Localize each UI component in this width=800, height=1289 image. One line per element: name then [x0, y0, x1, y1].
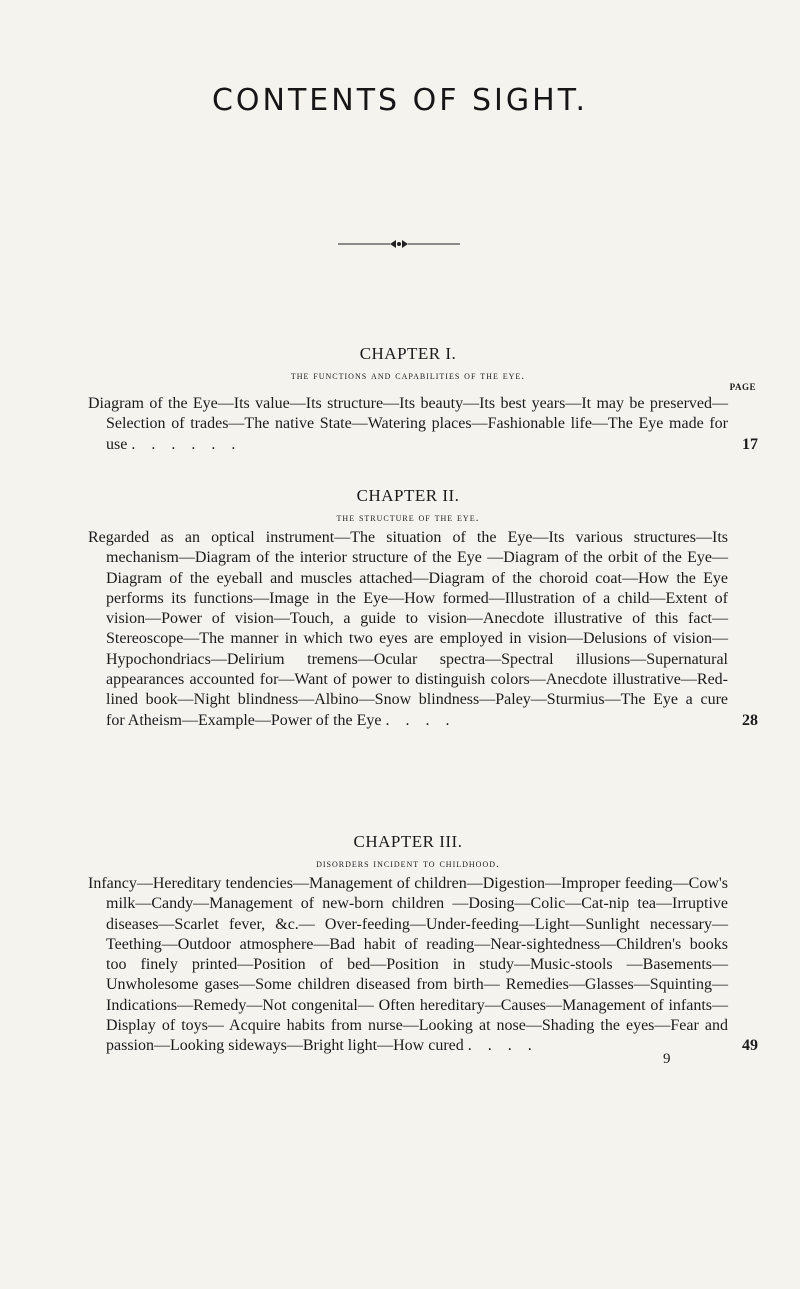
chapter-subheading: the functions and capabilities of the eye.	[290, 370, 526, 382]
chapter-subheading: disorders incident to childhood.	[316, 858, 500, 870]
chapter-summary-text: Diagram of the Eye—Its value—Its structure—Its beauty—Its best years—It may be preserved—Selection of trades—The native State—Watering places—Fashionable life—The Eye made for use	[88, 395, 728, 453]
chapter-summary	[88, 394, 758, 455]
ornament-divider	[338, 238, 460, 250]
dot-leader: . . . .	[385, 711, 456, 729]
chapter-summary	[88, 874, 758, 1057]
chapter-heading: CHAPTER II.	[356, 486, 460, 505]
page-number: 28	[742, 711, 758, 729]
folio-number: 9	[663, 1051, 671, 1067]
chapter-1	[88, 344, 758, 455]
chapter-3	[88, 832, 758, 1057]
dot-leader: . . . . . .	[131, 435, 242, 453]
page-column-label: PAGE	[729, 382, 756, 392]
chapter-summary-text: Infancy—Hereditary tendencies—Management of children—Digestion—Improper feeding—Cow's milk—Candy—Management of new-born children —Dosing—Colic—Cat-nip tea—Irruptive diseases—Scarlet fever, &c.— Over-feeding—Under-feeding—Light—Sunlight necessary—Teething—Outdoor atmosphere—Bad habit of reading—Near-sightedness—Children's books too finely printed—Position of bed—Position in study—Music-stools —Basements—Unwholesome gases—Some children diseased from birth— Remedies—Glasses—Squinting—Indications—Remedy—Not congenital— Often hereditary—Causes—Management of infants—Display of toys— Acquire habits from nurse—Looking at nose—Shading the eyes—Fear and passion—Looking sideways—Bright light—How cured	[88, 875, 728, 1055]
chapter-heading: CHAPTER III.	[353, 832, 463, 851]
chapter-summary	[88, 528, 758, 731]
chapter-heading: CHAPTER I.	[359, 344, 457, 363]
chapter-subheading: the structure of the eye.	[336, 512, 480, 524]
page-title: CONTENTS OF SIGHT.	[211, 83, 589, 118]
page-number: 49	[742, 1037, 758, 1055]
chapter-summary-text: Regarded as an optical instrument—The situation of the Eye—Its various structures—Its mechanism—Diagram of the interior structure of the Eye —Diagram of the orbit of the Eye—Diagram of the eyeball and muscles attached—Diagram of the choroid coat—How the Eye performs its functions—Image in the Eye—How formed—Illustration of a child—Extent of vision—Power of vision—Touch, a guide to vision—Anecdote illustrative of this fact—Stereoscope—The manner in which two eyes are employed in vision—Delusions of vision—Hypochondriacs—Delirium tremens—Ocular spectra—Spectral illusions—Supernatural appearances accounted for—Want of power to distinguish colors—Anecdote illustrative—Red-lined book—Night blindness—Albino—Snow blindness—Paley—Sturmius—The Eye a cure for Atheism—Example—Power of the Eye	[88, 529, 728, 729]
dot-leader: . . . .	[467, 1037, 538, 1055]
page-number: 17	[742, 435, 758, 453]
chapter-2	[88, 486, 758, 731]
